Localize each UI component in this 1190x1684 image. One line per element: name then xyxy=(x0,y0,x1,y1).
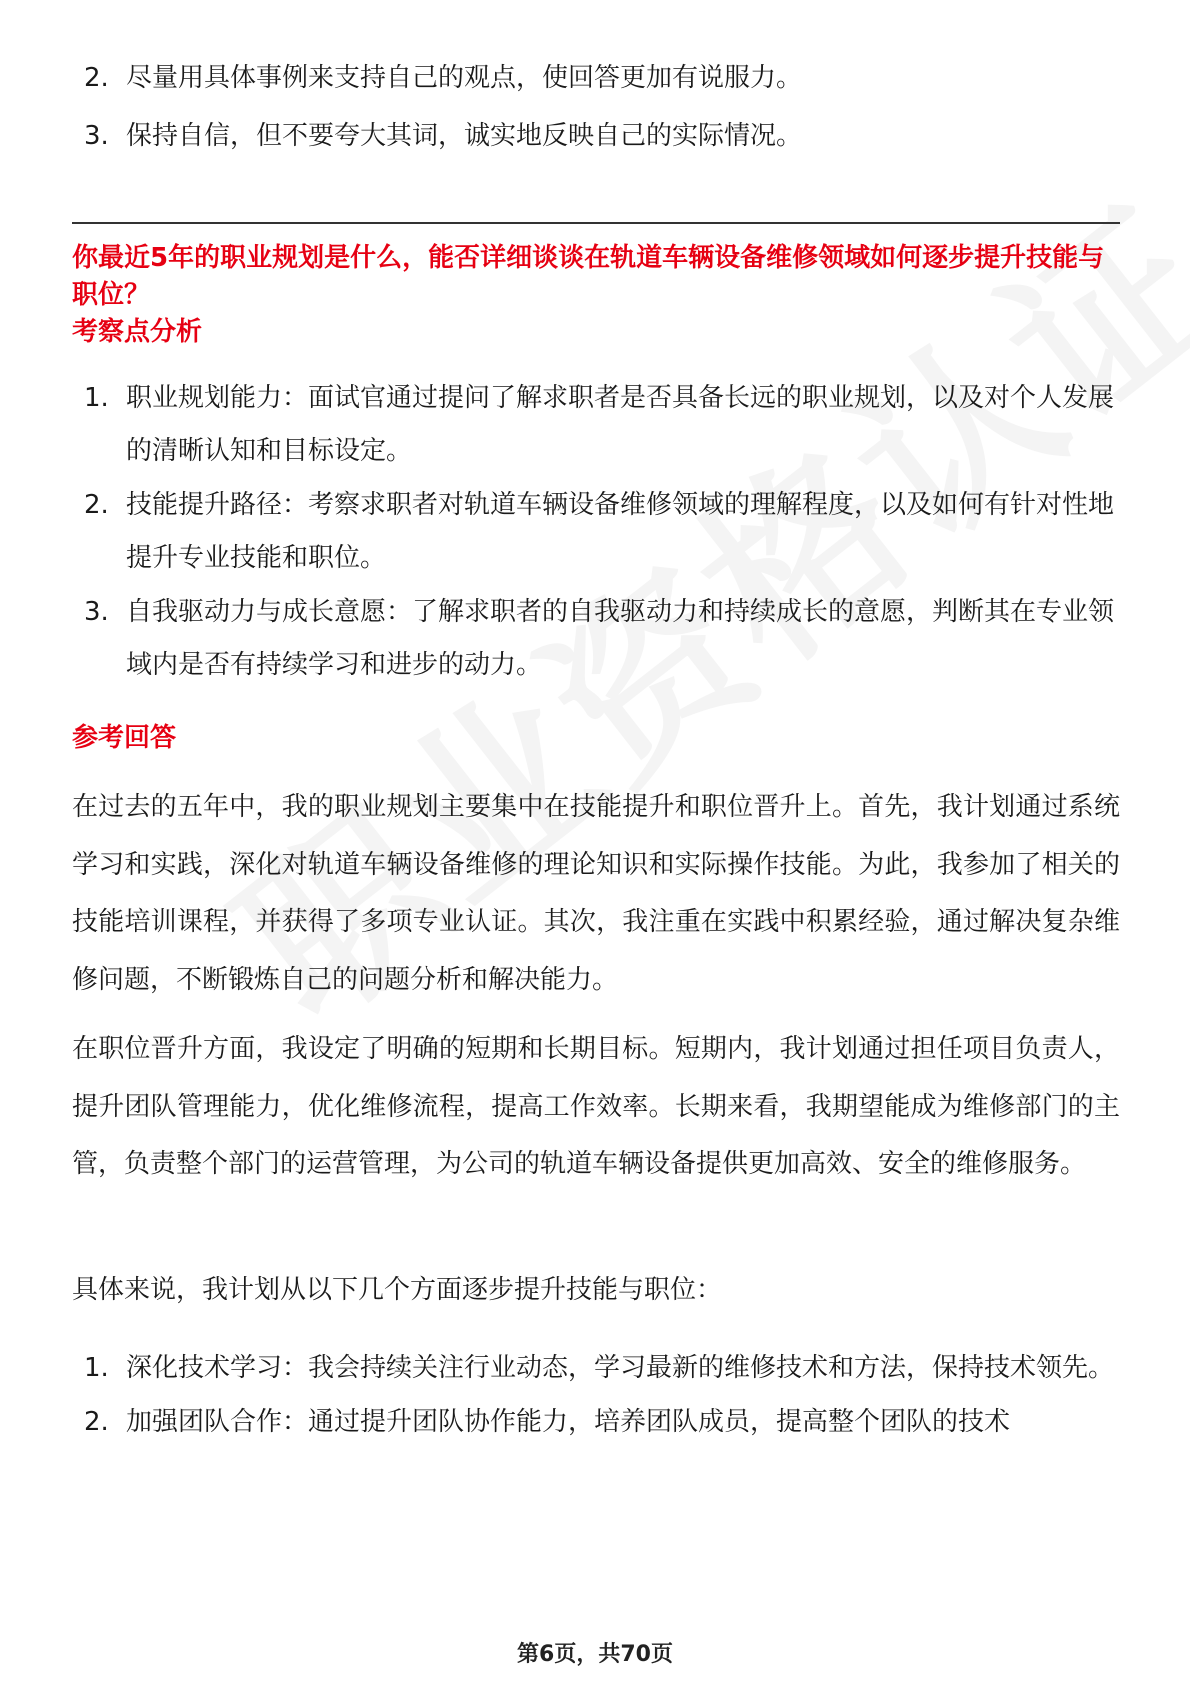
list-number: 2. xyxy=(84,1407,109,1437)
question-heading: 你最近5年的职业规划是什么，能否详细谈谈在轨道车辆设备维修领域如何逐步提升技能与职位？ xyxy=(72,243,1105,310)
list-text: 加强团队合作：通过提升团队协作能力，培养团队成员，提高整个团队的技术 xyxy=(126,1407,1011,1437)
section-divider xyxy=(72,222,1120,224)
answer-paragraph: 在过去的五年中，我的职业规划主要集中在技能提升和职位晋升上。首先，我计划通过系统学习和实践，深化对轨道车辆设备维修的理论知识和实际操作技能。为此，我参加了相关的技能培训课程，并获得了多项专业认证。其次，我注重在实践中积累经验，通过解决复杂维修问题，不断锻炼自己的问题分析和解决能力。 xyxy=(72,792,1120,995)
list-number: 3. xyxy=(84,121,109,151)
answer-title: 参考回答 xyxy=(72,723,177,753)
page-number-footer: 第6页，共70页 xyxy=(517,1642,673,1667)
list-number: 1. xyxy=(84,1353,109,1383)
list-text: 保持自信，但不要夸大其词，诚实地反映自己的实际情况。 xyxy=(126,121,803,151)
answer-list xyxy=(72,1342,1120,1450)
list-text: 自我驱动力与成长意愿：了解求职者的自我驱动力和持续成长的意愿，判断其在专业领域内是否有持续学习和进步的动力。 xyxy=(126,597,1115,680)
list-item xyxy=(72,1342,1120,1395)
list-number: 3. xyxy=(84,597,109,627)
list-item xyxy=(72,50,1120,107)
list-text: 技能提升路径：考察求职者对轨道车辆设备维修领域的理解程度，以及如何有针对性地提升专业技能和职位。 xyxy=(126,490,1115,573)
list-item xyxy=(72,372,1120,478)
list-item xyxy=(72,108,1120,165)
list-item xyxy=(72,1396,1120,1449)
answer-paragraph: 具体来说，我计划从以下几个方面逐步提升技能与职位： xyxy=(72,1275,723,1305)
analysis-title: 考察点分析 xyxy=(72,317,203,347)
top-list xyxy=(72,50,1120,166)
list-number: 2. xyxy=(84,63,109,93)
list-text: 尽量用具体事例来支持自己的观点，使回答更加有说服力。 xyxy=(126,63,803,93)
analysis-list xyxy=(72,372,1120,693)
list-number: 1. xyxy=(84,383,109,413)
list-text: 深化技术学习：我会持续关注行业动态，学习最新的维修技术和方法，保持技术领先。 xyxy=(126,1353,1115,1383)
list-item xyxy=(72,479,1120,585)
list-number: 2. xyxy=(84,490,109,520)
list-text: 职业规划能力：面试官通过提问了解求职者是否具备长远的职业规划，以及对个人发展的清晰认知和目标设定。 xyxy=(126,383,1115,466)
answer-paragraph: 在职位晋升方面，我设定了明确的短期和长期目标。短期内，我计划通过担任项目负责人，提升团队管理能力，优化维修流程，提高工作效率。长期来看，我期望能成为维修部门的主管，负责整个部门的运营管理，为公司的轨道车辆设备提供更加高效、安全的维修服务。 xyxy=(72,1034,1120,1179)
list-item xyxy=(72,586,1120,692)
